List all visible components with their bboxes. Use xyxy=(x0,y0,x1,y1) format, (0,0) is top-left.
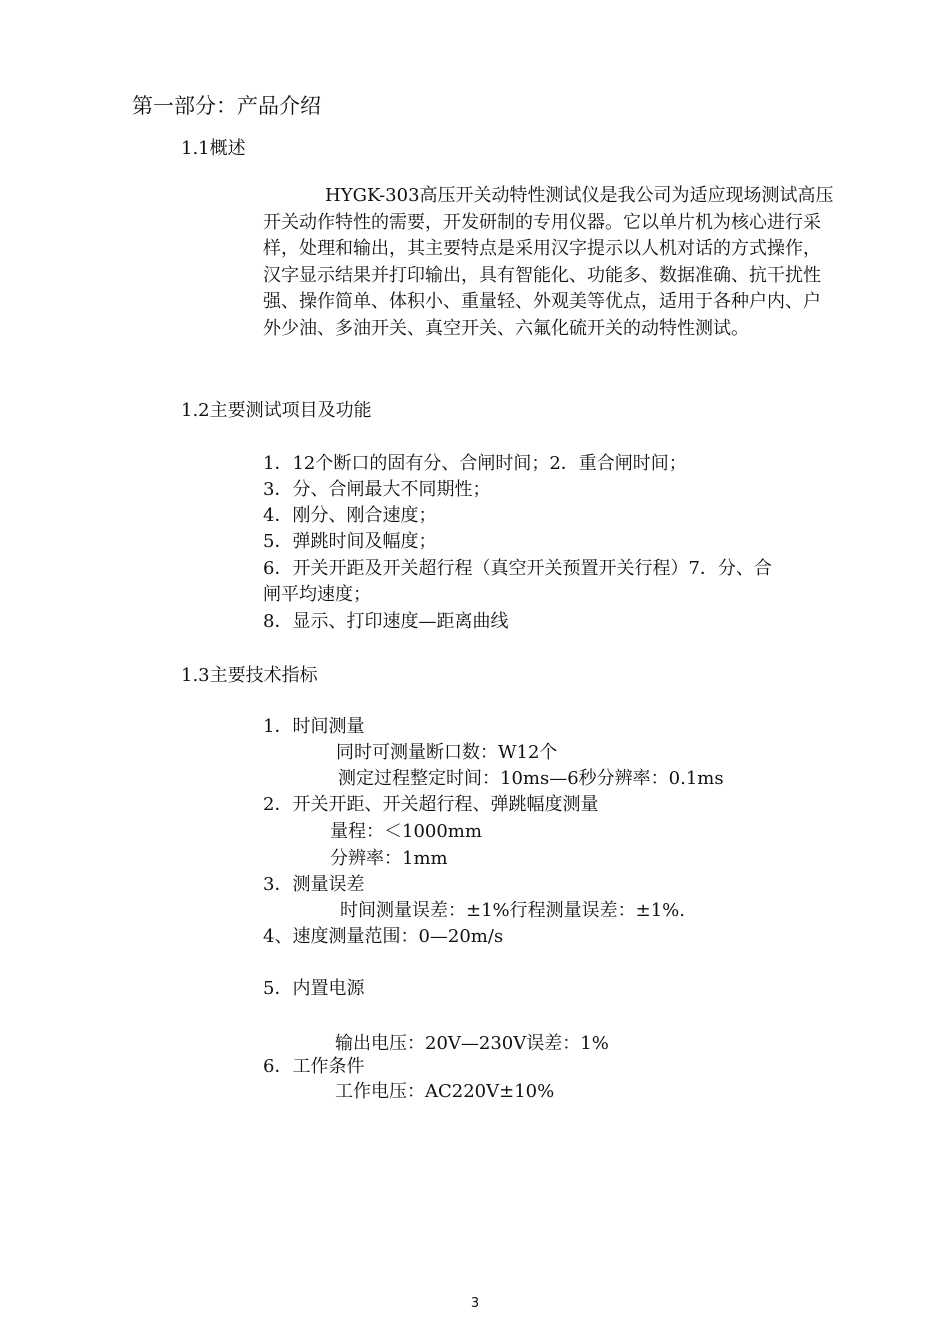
section-1-3-heading: 1.3主要技术指标 xyxy=(181,665,318,686)
page-number: 3 xyxy=(470,1296,480,1311)
spec-line: 3．测量误差 xyxy=(263,874,365,895)
spec-line: 4、速度测量范围：0—20m/s xyxy=(263,926,504,947)
list-item: 3．分、合闸最大不同期性； xyxy=(263,479,491,500)
spec-line: 2．开关开距、开关超行程、弹跳幅度测量 xyxy=(263,794,599,815)
section-1-1-paragraph: HYGK-303高压开关动特性测试仪是我公司为适应现场测试高压开关动作特性的需要，开发研制的专用仪器。它以单片机为核心进行采样，处理和输出，其主要特点是采用汉字提示以人机对话的方式操作，汉字显示结果并打印输出，具有智能化、功能多、数据准确、抗干扰性强、操作简单、体积小、重量轻、外观美等优点，适用于各种户内、户外少油、多油开关、真空开关、六氟化硫开关的动特性测试。 xyxy=(263,185,834,339)
spec-line: 1．时间测量 xyxy=(263,716,365,737)
list-item: 8．显示、打印速度—距离曲线 xyxy=(263,611,509,632)
spec-line: 同时可测量断口数：W12个 xyxy=(336,742,558,763)
spec-line: 分辨率：1mm xyxy=(330,848,448,869)
list-item: 闸平均速度； xyxy=(263,584,371,605)
list-item: 1．12个断口的固有分、合闸时间；2．重合闸时间； xyxy=(263,453,687,474)
section-1-1-heading: 1.1概述 xyxy=(181,138,246,159)
spec-line: 量程：＜1000mm xyxy=(330,821,482,842)
list-item: 4．刚分、刚合速度； xyxy=(263,505,437,526)
list-item: 6．开关开距及开关超行程（真空开关预置开关行程）7．分、合 xyxy=(263,558,772,579)
spec-line: 时间测量误差：±1%行程测量误差：±1%. xyxy=(340,900,685,921)
spec-line: 输出电压：20V—230V误差：1% xyxy=(335,1033,609,1054)
spec-line: 5．内置电源 xyxy=(263,978,365,999)
list-item: 5．弹跳时间及幅度； xyxy=(263,531,437,552)
spec-line: 工作电压：AC220V±10% xyxy=(335,1081,555,1102)
spec-line: 6．工作条件 xyxy=(263,1056,365,1077)
part-title: 第一部分：产品介绍 xyxy=(132,94,321,118)
spec-line: 测定过程整定时间：10ms—6秒分辨率：0.1ms xyxy=(338,768,724,789)
section-1-2-heading: 1.2主要测试项目及功能 xyxy=(181,400,372,421)
